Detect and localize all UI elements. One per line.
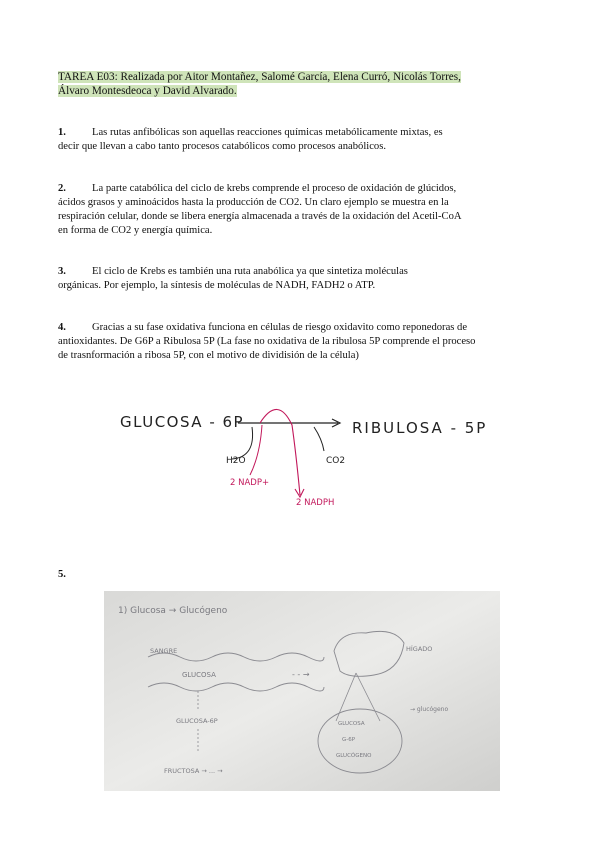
header-line-1: TAREA E03: Realizada por Aitor Montañez, Salomé García, Elena Curró, Nicolás Torres, bbox=[58, 71, 461, 83]
photo-arrow-to-liver: - - → bbox=[292, 670, 310, 679]
header-line-2: Álvaro Montesdeoca y David Alvarado. bbox=[58, 85, 237, 97]
item-text-line: Las rutas anfibólicas son aquellas reacciones químicas metabólicamente mixtas, es bbox=[92, 127, 443, 138]
sketch-h2o: H2O bbox=[226, 456, 246, 466]
sketch-nadp: 2 NADP+ bbox=[230, 478, 270, 488]
item-text-line: antioxidantes. De G6P a Ribulosa 5P (La fase no oxidativa de la ribulosa 5P comprende el proceso bbox=[58, 336, 476, 347]
item-text-line: de trasnformación a ribosa 5P, con el motivo de dividisión de la célula) bbox=[58, 350, 359, 361]
photo-side-note: → glucógeno bbox=[410, 706, 449, 713]
item-4 bbox=[58, 321, 542, 363]
item-number: 4. bbox=[58, 322, 66, 333]
item-text-line: orgánicas. Por ejemplo, la síntesis de moléculas de NADH, FADH2 o ATP. bbox=[58, 280, 376, 291]
h2o-curve bbox=[232, 427, 253, 459]
item-5 bbox=[58, 568, 542, 582]
item-text-line: respiración celular, donde se libera energía almacenada a través de la oxidación del Acetil-CoA bbox=[58, 211, 462, 222]
item-text-line: La parte catabólica del ciclo de krebs comprende el proceso de oxidación de glúcidos, bbox=[92, 183, 457, 194]
item-text-line: Gracias a su fase oxidativa funciona en células de riesgo oxidavito como reponedoras de bbox=[92, 322, 468, 333]
item-text-line: El ciclo de Krebs es también una ruta anabólica ya que sintetiza moléculas bbox=[92, 266, 408, 277]
sketch-glucosa-6p: GLUCOSA - 6P bbox=[120, 413, 245, 431]
item-number: 1. bbox=[58, 127, 66, 138]
item-3 bbox=[58, 265, 542, 293]
photo-title: 1) Glucosa → Glucógeno bbox=[118, 606, 228, 616]
nadp-input-curve bbox=[250, 425, 262, 475]
item-2 bbox=[58, 182, 542, 238]
item-number: 2. bbox=[58, 183, 66, 194]
item-text-line: decir que llevan a cabo tanto procesos catabólicos como procesos anabólicos. bbox=[58, 141, 386, 152]
photo-higado: HÍGADO bbox=[406, 645, 433, 653]
photo-paper bbox=[104, 591, 500, 791]
item-number: 3. bbox=[58, 266, 66, 277]
sketch-ribulosa-5p: RIBULOSA - 5P bbox=[352, 419, 488, 437]
photo-glucosa: GLUCOSA bbox=[182, 671, 216, 679]
photo-fructosa: FRUCTOSA → ... → bbox=[164, 767, 223, 775]
document-header bbox=[58, 70, 538, 98]
photo-liver-g6p: G-6P bbox=[342, 737, 356, 743]
co2-curve bbox=[314, 427, 324, 451]
item-1 bbox=[58, 126, 542, 154]
photo-glucosa-6p: GLUCOSA-6P bbox=[176, 717, 218, 725]
photo-liver-glucogeno: GLUCÓGENO bbox=[336, 753, 372, 759]
item-number: 5. bbox=[58, 569, 66, 580]
item-text-line: ácidos grasos y aminoácidos hasta la producción de CO2. Un claro ejemplo se muestra en la bbox=[58, 197, 449, 208]
photo-liver-glucosa: GLUCOSA bbox=[338, 721, 365, 727]
item-text-line: en forma de CO2 y energía química. bbox=[58, 225, 213, 236]
sketch-co2: CO2 bbox=[326, 456, 346, 466]
pentose-phosphate-sketch bbox=[100, 395, 500, 515]
photo-sangre: SANGRE bbox=[150, 647, 178, 655]
sketch-nadph: 2 NADPH bbox=[296, 498, 335, 508]
glycogen-diagram-photo bbox=[104, 591, 500, 791]
